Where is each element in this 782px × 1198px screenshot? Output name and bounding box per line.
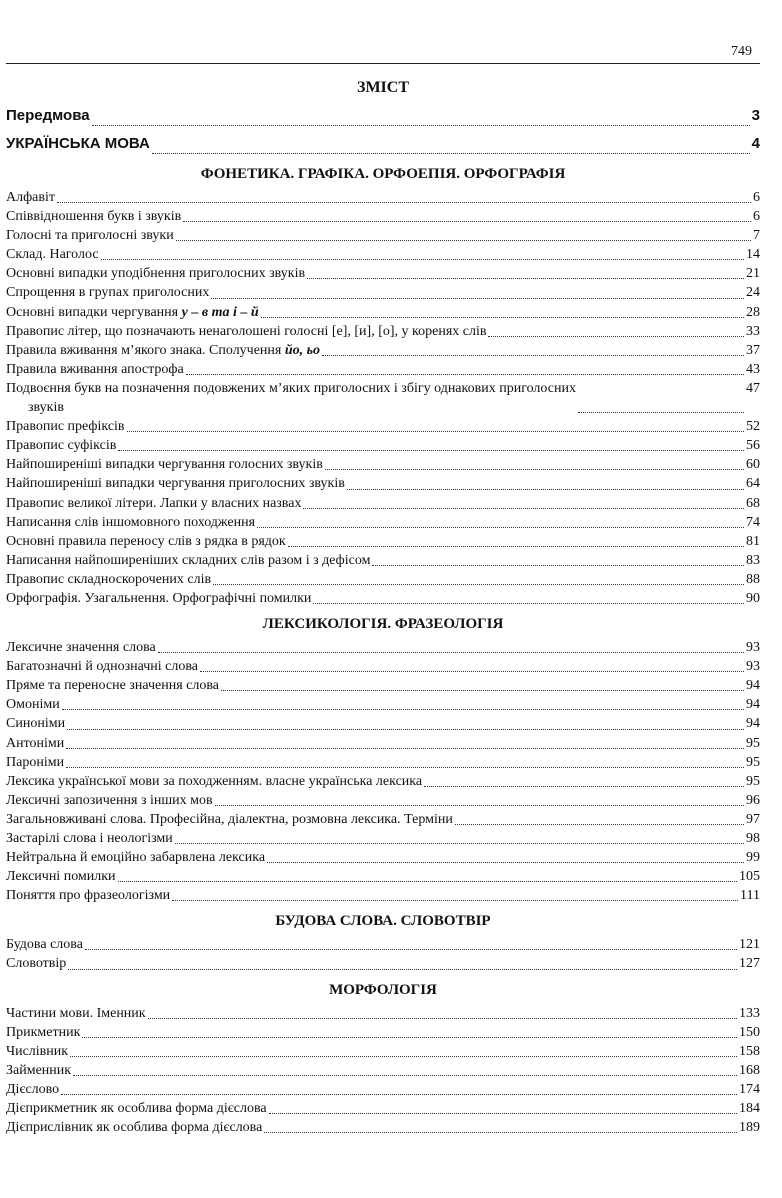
toc-entry[interactable] — [6, 810, 760, 829]
dot-leader — [183, 221, 751, 222]
section-heading: ЛЕКСИКОЛОГІЯ. ФРАЗЕОЛОГІЯ — [262, 616, 504, 633]
toc-entry-title — [6, 513, 255, 532]
toc-entry-page: 127 — [739, 956, 760, 972]
toc-entry-title-text: Лексичні запозичення з інших мов — [6, 792, 213, 808]
toc-entry-title — [6, 1061, 71, 1080]
toc-entry-title — [6, 954, 66, 973]
toc-entry[interactable] — [6, 1023, 760, 1042]
dot-leader — [213, 584, 744, 585]
toc-entry-title-text: Написання слів іншомовного походження — [6, 514, 256, 530]
toc-entry-title-text: Лексичне значення слова — [6, 640, 156, 656]
toc-entry[interactable] — [6, 714, 760, 733]
toc-entry-title-text: Правопис префіксів — [6, 419, 125, 435]
dot-leader — [73, 1075, 737, 1076]
toc-entry-title-text: Голосні та приголосні звуки — [6, 228, 174, 244]
toc-entry-page: 94 — [746, 678, 760, 694]
toc-entry[interactable] — [6, 532, 760, 551]
dot-leader — [152, 153, 750, 154]
toc-entry[interactable] — [6, 734, 760, 753]
dot-leader — [172, 900, 738, 901]
toc-entry[interactable] — [6, 772, 760, 791]
dot-leader — [303, 508, 744, 509]
toc-entry-title — [6, 791, 213, 810]
dot-leader — [288, 546, 744, 547]
dot-leader — [455, 824, 744, 825]
toc-entry-title — [6, 570, 211, 589]
dot-leader — [221, 690, 744, 691]
toc-entry-continuation: звуків — [28, 400, 64, 416]
toc-entry-page: 94 — [746, 716, 760, 732]
toc-entry-title — [6, 551, 370, 570]
section-heading: ФОНЕТИКА. ГРАФІКА. ОРФОЕПІЯ. ОРФОГРАФІЯ — [200, 166, 566, 182]
dot-leader — [62, 709, 744, 710]
dot-leader — [70, 1056, 737, 1057]
toc-entry[interactable] — [6, 867, 760, 886]
toc-entry[interactable] — [6, 829, 760, 848]
toc-entry-title — [6, 532, 286, 551]
toc-entry[interactable] — [6, 551, 760, 570]
toc-entry-page: 6 — [753, 190, 760, 205]
toc-entry-title-text: Правила вживання м’якого знака. Сполучення — [6, 342, 282, 358]
toc-entry-page: 7 — [753, 228, 760, 244]
toc-entry[interactable] — [6, 207, 760, 226]
toc-entry[interactable] — [6, 303, 760, 322]
toc-entry-title — [6, 1023, 80, 1042]
toc-entry-title-text: Найпоширеніші випадки чергування приголосних звуків — [6, 476, 345, 492]
toc-entry-title — [6, 638, 156, 657]
toc-entry[interactable] — [6, 283, 760, 302]
toc-entry-title-text: Дієприкметник як особлива форма дієслова — [6, 1101, 267, 1117]
toc-entry-title — [6, 436, 116, 455]
toc-entry-page: 97 — [746, 811, 760, 827]
toc-entry[interactable] — [6, 264, 760, 283]
toc-entry-title-text: Орфографія. Узагальнення. Орфографічні помилки — [6, 590, 312, 606]
toc-sections — [6, 160, 760, 1137]
toc-entry-page: 95 — [746, 773, 760, 789]
toc-entry-page: 28 — [746, 304, 760, 320]
toc-entry[interactable] — [6, 848, 760, 867]
toc-entry-title — [6, 379, 576, 417]
toc-entry-page: 6 — [753, 209, 760, 225]
toc-entry[interactable] — [6, 322, 760, 341]
toc-entry-title — [6, 1004, 146, 1023]
toc-entry-title-text: Склад. Наголос — [6, 247, 99, 263]
dot-leader — [307, 278, 744, 279]
toc-entry-italic: у – в та і – й — [181, 304, 259, 320]
dot-leader — [118, 450, 744, 451]
toc-entry-title — [6, 676, 219, 695]
toc-entry-title-text: Омоніми — [6, 697, 60, 713]
dot-leader — [215, 805, 744, 806]
toc-entry-page: 24 — [746, 285, 760, 301]
toc-entry-title — [6, 657, 198, 676]
toc-entry-title — [6, 772, 422, 791]
toc-entry-title-text: Частини мови. Іменник — [6, 1005, 146, 1021]
toc-entry-title — [6, 264, 305, 283]
toc-entry-title-text: Пароніми — [6, 754, 65, 770]
toc-entry-title — [6, 867, 116, 886]
dot-leader — [269, 1113, 737, 1114]
toc-entry-title — [6, 188, 55, 207]
dot-leader — [92, 125, 750, 126]
toc-entry-page: 47 — [746, 380, 760, 396]
toc-entry-title-text: Співвідношення букв і звуків — [6, 209, 182, 225]
dot-leader — [347, 489, 744, 490]
dot-leader — [424, 786, 744, 787]
toc-entry-title — [6, 886, 170, 905]
toc-entry[interactable] — [6, 417, 760, 436]
toc-entry-title-text: Подвоєння букв на позначення подовжених м’яких приголосних і збігу однакових приголосних — [6, 380, 576, 396]
toc-entry-page: 33 — [746, 323, 760, 339]
dot-leader — [101, 259, 744, 260]
dot-leader — [127, 431, 744, 432]
toc-entry-page: 105 — [739, 869, 760, 885]
toc-entry-title-text: Антоніми — [6, 735, 65, 751]
toc-entry-title-text: Словотвір — [6, 956, 67, 972]
toc-entry-title — [6, 455, 323, 474]
toc-entry[interactable] — [6, 954, 760, 973]
toc-entry-title — [6, 226, 174, 245]
dot-leader — [264, 1132, 737, 1133]
dot-leader — [61, 1094, 737, 1095]
section-heading: БУДОВА СЛОВА. СЛОВОТВІР — [275, 913, 491, 930]
toc-entry-title — [6, 589, 311, 608]
toc-entry[interactable] — [6, 436, 760, 455]
toc-entry[interactable] — [6, 638, 760, 657]
toc-entry-page: 95 — [746, 735, 760, 751]
toc-entry[interactable] — [6, 753, 760, 772]
toc-title: ЗМІСТ — [357, 79, 409, 96]
toc-entry-page: 98 — [746, 831, 760, 846]
toc-entry-page: 4 — [751, 135, 760, 152]
toc-entry-title-text: Алфавіт — [6, 190, 55, 205]
toc-entry-page: 111 — [740, 888, 760, 904]
toc-entry-title — [6, 417, 125, 436]
toc-entry-title-text: Написання найпоширеніших складних слів разом і з дефісом — [6, 552, 371, 568]
toc-entry-page: 95 — [746, 754, 760, 770]
toc-entry-page: 158 — [739, 1043, 760, 1059]
toc-entry-title — [6, 734, 64, 753]
toc-entry-page: 168 — [739, 1062, 760, 1078]
toc-entry-title-text: Будова слова — [6, 937, 83, 953]
toc-entry-title-text: Правопис великої літери. Лапки у власних назвах — [6, 495, 302, 511]
dot-leader — [82, 1037, 737, 1038]
toc-entry-title-text: Прикметник — [6, 1024, 81, 1040]
toc-entry-page: 81 — [746, 533, 760, 549]
toc-entry-page: 184 — [739, 1101, 760, 1117]
toc-entry-page: 121 — [739, 937, 760, 953]
toc-entry[interactable] — [6, 360, 760, 379]
dot-leader — [325, 469, 744, 470]
toc-entry[interactable] — [6, 1118, 760, 1137]
dot-leader — [211, 298, 744, 299]
toc-entry-page: 21 — [746, 266, 760, 282]
toc-entry-page: 94 — [746, 697, 760, 713]
toc-entry-page: 189 — [739, 1120, 760, 1136]
toc-entry-title-text: Синоніми — [6, 716, 66, 732]
toc-entry-title — [6, 1118, 262, 1137]
dot-leader — [372, 565, 744, 566]
toc-entry[interactable] — [6, 494, 760, 513]
dot-leader — [176, 240, 751, 241]
toc-entry-title-text: Правопис літер, що позначають ненаголошені голосні [е], [и], [о], у коренях слів — [6, 323, 487, 339]
toc-entry-page: 150 — [739, 1024, 760, 1040]
dot-leader — [578, 412, 744, 413]
toc-entry-page: 99 — [746, 850, 760, 866]
toc-entry-title — [6, 322, 486, 341]
toc-entry-title-text: Поняття про фразеологізми — [6, 888, 171, 904]
toc-entry[interactable] — [6, 1061, 760, 1080]
dot-leader — [313, 603, 744, 604]
dot-leader — [261, 317, 744, 318]
toc-entry-title — [6, 1042, 68, 1061]
toc-entry-italic: йо, ьо — [284, 342, 321, 358]
toc-entry-title-text: Основні правила переносу слів з рядка в рядок — [6, 533, 286, 549]
dot-leader — [200, 671, 744, 672]
header-rule — [6, 63, 760, 64]
toc-entry-title-text: Правила вживання апострофа — [6, 361, 184, 377]
toc-entry-title — [6, 810, 453, 829]
toc-entry-title — [6, 245, 99, 264]
toc-entry[interactable] — [6, 676, 760, 695]
toc-entry-page: 174 — [739, 1081, 760, 1097]
page-number: 749 — [731, 44, 752, 59]
toc-entry[interactable] — [6, 657, 760, 676]
toc-entry-title — [6, 494, 301, 513]
toc-entry-title: Передмова — [6, 107, 90, 124]
toc-entry[interactable] — [6, 695, 760, 714]
toc-entry-page: 3 — [751, 107, 760, 124]
toc-entry-page: 133 — [739, 1005, 760, 1021]
toc-major-entry-ukrainian-language[interactable] — [6, 130, 760, 158]
toc-entry-title-text: Лексика української мови за походженням. власне українська лексика — [6, 773, 423, 789]
toc-entry[interactable] — [6, 379, 760, 417]
dot-leader — [68, 969, 737, 970]
dot-leader — [57, 202, 751, 203]
toc-entry-title-text: Правопис складноскорочених слів — [6, 571, 212, 587]
toc-major-entry-preface[interactable] — [6, 102, 760, 130]
dot-leader — [175, 843, 744, 844]
toc-entry[interactable] — [6, 589, 760, 608]
dot-leader — [148, 1018, 737, 1019]
toc-entry-title-text: Пряме та переносне значення слова — [6, 678, 220, 694]
toc-entry-title — [6, 341, 320, 360]
toc-entry-page: 93 — [746, 640, 760, 656]
toc-entry-page: 68 — [746, 495, 760, 511]
toc-entry-title — [6, 848, 265, 867]
dot-leader — [322, 355, 744, 356]
toc-entry[interactable] — [6, 886, 760, 905]
toc-entry[interactable] — [6, 1004, 760, 1023]
toc-entry-title-text: Дієприслівник як особлива форма дієслова — [6, 1120, 263, 1136]
table-of-contents — [6, 74, 760, 1137]
toc-entry[interactable] — [6, 935, 760, 954]
toc-entry[interactable] — [6, 513, 760, 532]
toc-entry[interactable] — [6, 455, 760, 474]
toc-entry-title — [6, 935, 83, 954]
dot-leader — [257, 527, 744, 528]
toc-entry-page: 64 — [746, 476, 760, 492]
toc-entry-title — [6, 360, 184, 379]
toc-entry[interactable] — [6, 245, 760, 264]
toc-entry[interactable] — [6, 226, 760, 245]
toc-entry[interactable] — [6, 1099, 760, 1118]
toc-entry-title-text: Спрощення в групах приголосних — [6, 285, 210, 301]
toc-entry-title — [6, 283, 209, 302]
toc-entry-title — [6, 1080, 59, 1099]
toc-entry-title — [6, 714, 65, 733]
toc-entry[interactable] — [6, 570, 760, 589]
toc-entry-page: 83 — [746, 552, 760, 568]
toc-entry-title-text: Багатозначні й однозначні слова — [6, 659, 199, 675]
toc-entry-title — [6, 474, 345, 493]
toc-entry-title-text: Основні випадки чергування — [6, 304, 179, 320]
toc-entry-title — [6, 753, 64, 772]
dot-leader — [488, 336, 744, 337]
toc-entry-page: 37 — [746, 342, 760, 358]
toc-entry-page: 96 — [746, 792, 760, 808]
toc-entry-title — [6, 303, 259, 322]
toc-entry-title-text: Застарілі слова і неологізми — [6, 831, 173, 846]
dot-leader — [118, 881, 737, 882]
toc-entry-title-text: Загальновживані слова. Професійна, діалектна, розмовна лексика. Терміни — [6, 811, 453, 827]
toc-entry-title-text: Правопис суфіксів — [6, 438, 117, 454]
toc-entry-page: 14 — [746, 247, 760, 263]
dot-leader — [158, 652, 744, 653]
toc-entry-page: 88 — [746, 571, 760, 587]
toc-entry-title-text: Лексичні помилки — [6, 869, 116, 885]
toc-entry[interactable] — [6, 791, 760, 810]
toc-entry[interactable] — [6, 188, 760, 207]
toc-entry-title: УКРАЇНСЬКА МОВА — [6, 135, 150, 152]
toc-entry-page: 93 — [746, 659, 760, 675]
toc-entry-page: 90 — [746, 590, 760, 606]
dot-leader — [186, 374, 744, 375]
toc-entry-page: 60 — [746, 457, 760, 473]
toc-entry-page: 52 — [746, 419, 760, 435]
toc-entry-title-text: Основні випадки уподібнення приголосних звуків — [6, 266, 306, 282]
dot-leader — [85, 949, 737, 950]
toc-entry-page: 56 — [746, 438, 760, 454]
toc-entry[interactable] — [6, 474, 760, 493]
toc-entry-title — [6, 829, 173, 848]
section-heading: МОРФОЛОГІЯ — [329, 981, 437, 998]
toc-entry-title-text: Числівник — [6, 1043, 69, 1059]
dot-leader — [67, 729, 744, 730]
toc-entry-page: 74 — [746, 514, 760, 530]
dot-leader — [66, 748, 744, 749]
toc-entry-page: 43 — [746, 361, 760, 377]
toc-entry[interactable] — [6, 341, 760, 360]
toc-entry-title — [6, 207, 181, 226]
toc-entry-title-text: Нейтральна й емоційно забарвлена лексика — [6, 850, 266, 866]
toc-entry-title — [6, 695, 60, 714]
toc-entry-title-text: Займенник — [6, 1062, 72, 1078]
toc-entry-title-text: Дієслово — [6, 1081, 60, 1097]
toc-entry-title — [6, 1099, 267, 1118]
dot-leader — [267, 862, 744, 863]
toc-entry-title-text: Найпоширеніші випадки чергування голосних звуків — [6, 457, 323, 473]
dot-leader — [66, 767, 744, 768]
toc-entry[interactable] — [6, 1042, 760, 1061]
toc-entry[interactable] — [6, 1080, 760, 1099]
